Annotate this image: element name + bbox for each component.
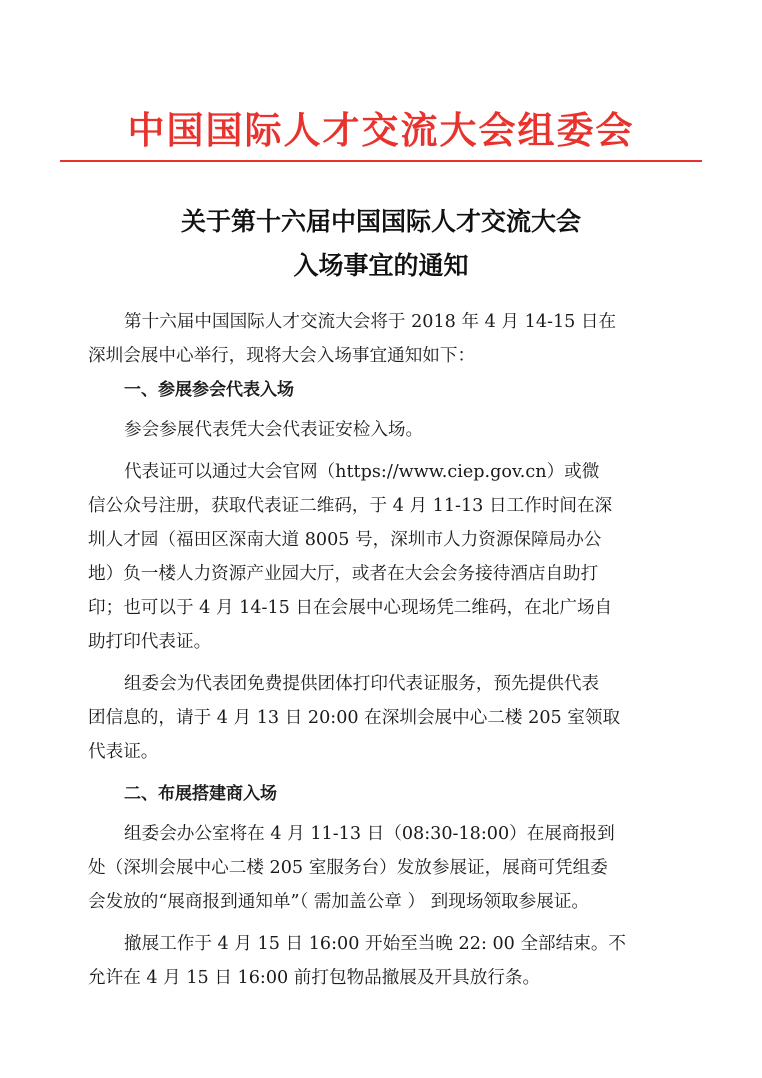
section-1-para-2-line: 地）负一楼人力资源产业园大厅，或者在大会会务接待酒店自助打 [88, 564, 599, 584]
section-1-para-2-line: 圳人才园（福田区深南大道 8005 号，深圳市人力资源保障局办公 [88, 530, 602, 550]
section-1-heading: 一、参展参会代表入场 [124, 380, 294, 400]
letterhead-divider [60, 160, 702, 162]
section-1-para-2-line: 助打印代表证。 [88, 632, 212, 652]
title-line-2: 入场事宜的通知 [293, 251, 469, 280]
section-2-heading: 二、布展搭建商入场 [124, 784, 277, 804]
section-1-para-3-line: 团信息的，请于 4 月 13 日 20:00 在深圳会展中心二楼 205 室领取 [88, 708, 621, 728]
section-1-para-1: 参会参展代表凭大会代表证安检入场。 [124, 420, 424, 440]
title-line-1: 关于第十六届中国国际人才交流大会 [180, 207, 581, 236]
section-1-para-2-line: 印；也可以于 4 月 14-15 日在会展中心现场凭二维码，在北广场自 [88, 598, 613, 618]
document-title [60, 200, 702, 288]
section-2-para-2-line: 撤展工作于 4 月 15 日 16:00 开始至当晚 22: 00 全部结束。不 [124, 934, 627, 954]
section-2-para-1-line: 组委会办公室将在 4 月 11-13 日（08:30-18:00）在展商报到 [124, 824, 615, 844]
document-body [88, 305, 678, 995]
intro-line-1: 第十六届中国国际人才交流大会将于 2018 年 4 月 14-15 日在 [124, 312, 617, 332]
section-1-para-2-line: 信公众号注册，获取代表证二维码，于 4 月 11-13 日工作时间在深 [88, 496, 613, 516]
letterhead-org-name: 中国国际人才交流大会组委会 [127, 108, 635, 152]
section-2-para-2-line: 允许在 4 月 15 日 16:00 前打包物品撤展及开具放行条。 [88, 968, 541, 988]
intro-line-2: 深圳会展中心举行，现将大会入场事宜通知如下： [88, 346, 476, 366]
section-1-para-3-line: 组委会为代表团免费提供团体打印代表证服务，预先提供代表 [124, 674, 600, 694]
section-2-para-1-line: 处（深圳会展中心二楼 205 室服务台）发放参展证，展商可凭组委 [88, 858, 608, 878]
section-1-para-2-line: 代表证可以通过大会官网（https://www.ciep.gov.cn）或微 [124, 462, 600, 482]
section-2-para-1-line: 会发放的“展商报到通知单”（ 需加盖公章 ） 到现场领取参展证。 [88, 892, 590, 912]
section-1-para-3-line: 代表证。 [88, 742, 159, 762]
